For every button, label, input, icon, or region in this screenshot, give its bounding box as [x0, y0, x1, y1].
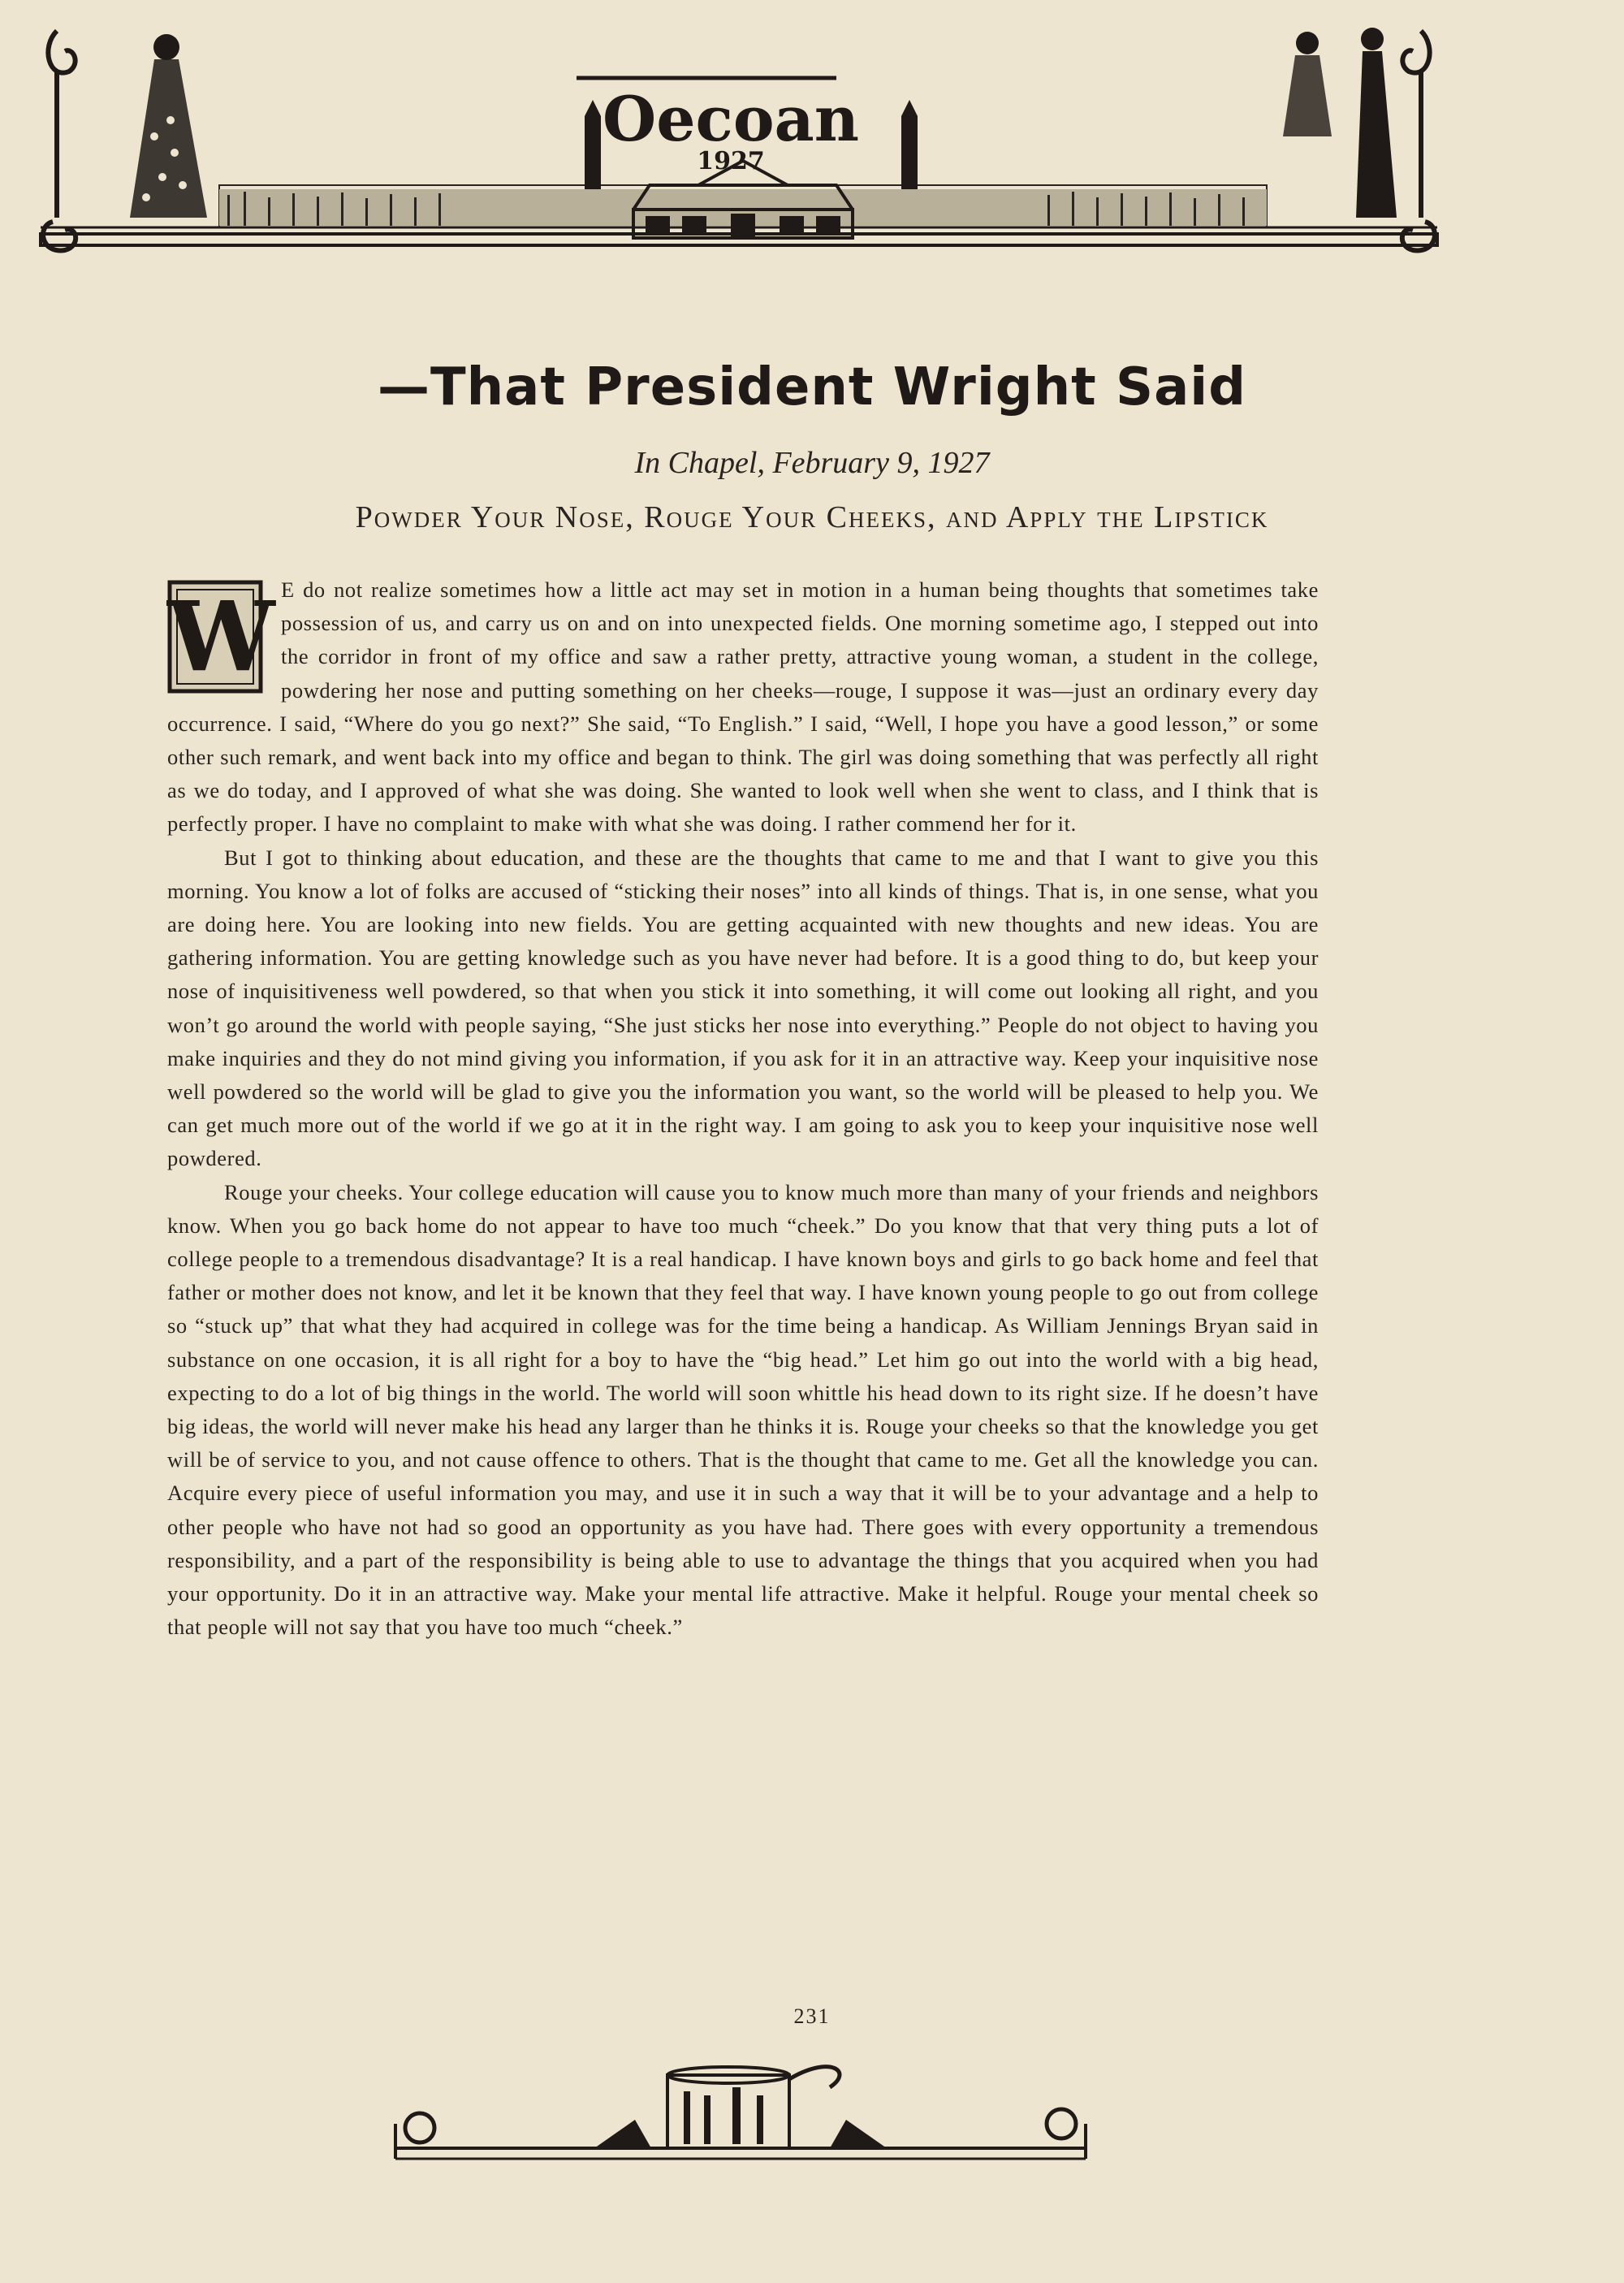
page-number: 231 — [793, 2004, 831, 2028]
masthead-year: 1927 — [697, 147, 765, 175]
footer-lamp-ornament-icon — [391, 2047, 1090, 2177]
drop-cap-letter: W — [167, 580, 276, 693]
paragraph — [167, 573, 1319, 841]
paragraph: But I got to thinking about education, and these are the thoughts that came to me and that I want to give you this morning. You know a lot of folks are accused of “sticking their noses” into all kinds of things. That is, in one sense, what you are doing here. You are looking into new fields. You are getting acquainted with new thoughts and new ideas. You are gathering information. You are getting knowledge such as you have never had before. It is a good thing to do, but keep your nose of inquisitiveness well powdered, so that when you stick it into something, it will come out looking all right, and you won’t go around the world with people saying, “She just sticks her nose into everything.” People do not object to having you make inquiries and they do not mind giving you information, if you ask for it in an attractive way. Keep your inquisitive nose well powdered so the world will be glad to give you the information you want, so the world will be pleased to help you. We can get much more out of the world if we go at it in the right way. I am going to ask you to keep your inquisitive nose well powdered. — [167, 845, 1319, 1171]
header-banner — [32, 15, 1445, 262]
article-heading: Powder Your Nose, Rouge Your Cheeks, and Apply the Lipstick — [355, 500, 1269, 534]
article-title: —That President Wright Said — [377, 357, 1247, 417]
drop-cap — [167, 580, 276, 694]
article-body — [167, 573, 1319, 1645]
paragraph: Rouge your cheeks. Your college education will cause you to know much more than many of your friends and neighbors know. When you go back home do not appear to have too much “cheek.” Do you know that that very thing puts a lot of college people to a tremendous disadvantage? It is a real handicap. I have known boys and girls to go back home and feel that father or mother does not know, and let it be known that they feel that way. I have known young people to go out from college so “stuck up” that what they had acquired in college was for the time being a handicap. As William Jennings Bryan said in substance on one occasion, it is all right for a boy to have the “big head.” Let him go out into the world with a big head, expecting to do a lot of big things in the world. The world will soon whittle his head down to its right size. If he doesn’t have big ideas, the world will never make his head any larger than he thinks it is. Rouge your cheeks so that the knowledge you get will be of service to you, and not cause offence to others. That is the thought that came to me. Get all the knowledge you can. Acquire every piece of useful information you may, and use it in such a way that it will be to your advantage and a help to other people who have not had so good an opportunity as you have had. There goes with every opportunity a tremendous responsibility, and a part of the responsibility is being able to use to advantage the things that you acquired when you had your opportunity. Do it in an attractive way. Make your mental life attractive. Make it helpful. Rouge your mental cheek so that people will not say that you have too much “cheek.” — [167, 1179, 1319, 1640]
paragraph-text: E do not realize sometimes how a little act may set in motion in a human being thoughts that sometimes take possession of us, and carry us on and on into unexpected fields. One morning sometime ago, I stepped out into the corridor in front of my office and saw a rather pretty, attractive young woman, a student in the college, powdering her nose and putting something on her cheeks—rouge, I suppose it was—just an ordinary every day occurrence. I said, “Where do you go next?” She said, “To English.” I said, “Well, I hope you have a good lesson,” or some other such remark, and went back into my office and began to think. The girl was doing something that was perfectly all right as we do today, and I approved of what she was doing. She wanted to look well when she went to class, and I think that is perfectly proper. I have no complaint to make with what she was doing. I rather commend her for it. — [167, 577, 1319, 837]
article-subtitle: In Chapel, February 9, 1927 — [634, 446, 990, 480]
header-ornament — [32, 15, 1445, 262]
masthead-title: Oecoan — [602, 83, 860, 155]
footer-ornament — [391, 2047, 1090, 2177]
